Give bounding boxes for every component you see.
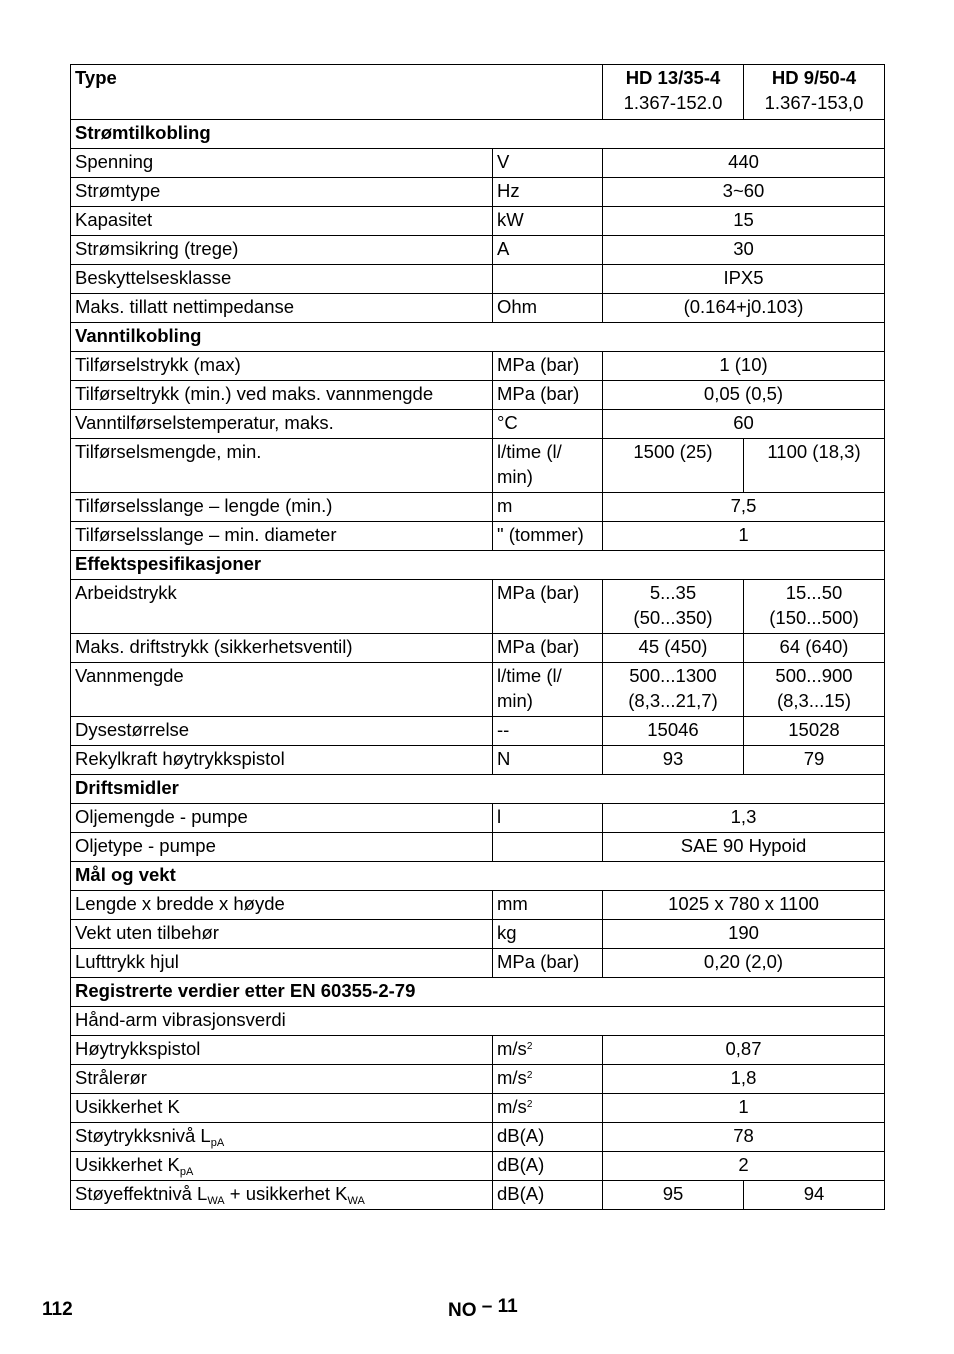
row-label: Lufttrykk hjul <box>71 949 493 978</box>
row-unit <box>493 1065 603 1094</box>
row-value-model2: 15028 <box>744 717 885 746</box>
row-value: 1 <box>603 1094 885 1123</box>
table-row <box>71 746 885 775</box>
table-row <box>71 410 885 439</box>
section-title: Effektspesifikasjoner <box>71 551 885 580</box>
row-value: 440 <box>603 149 885 178</box>
unit-superscript: 2 <box>526 1070 533 1081</box>
section-title: Registrerte verdier etter EN 60355-2-79 <box>71 978 885 1007</box>
table-row <box>71 1094 885 1123</box>
table-row <box>71 580 885 634</box>
row-label: Dysestørrelse <box>71 717 493 746</box>
row-value: 1,3 <box>603 804 885 833</box>
section-title: Vanntilkobling <box>71 323 885 352</box>
table-row <box>71 352 885 381</box>
section-title: Mål og vekt <box>71 862 885 891</box>
table-row <box>71 804 885 833</box>
row-label <box>71 1152 493 1181</box>
row-unit: N <box>493 746 603 775</box>
row-unit: MPa (bar) <box>493 352 603 381</box>
row-label: Tilførselsslange – lengde (min.) <box>71 493 493 522</box>
model2-code: 1.367-153,0 <box>764 92 864 113</box>
row-value-model1: 15046 <box>603 717 744 746</box>
section-code: NO <box>448 1300 477 1321</box>
table-row <box>71 1123 885 1152</box>
value-line: (8,3...15) <box>776 690 852 711</box>
label-text: Støyeffektnivå L <box>75 1183 208 1204</box>
table-row <box>71 236 885 265</box>
section-page: – 11 <box>481 1296 518 1317</box>
unit-line: min) <box>497 466 533 487</box>
row-value: 15 <box>603 207 885 236</box>
row-label: Tilførselstrykk (max) <box>71 352 493 381</box>
label-text: + usikkerhet K <box>224 1183 348 1204</box>
row-value-model2: 64 (640) <box>744 634 885 663</box>
row-value-model2: 79 <box>744 746 885 775</box>
row-unit: m <box>493 493 603 522</box>
row-value-model1 <box>603 663 744 717</box>
row-unit <box>493 1094 603 1123</box>
row-value: 1 <box>603 522 885 551</box>
row-label: Strømsikring (trege) <box>71 236 493 265</box>
row-label: Maks. tillatt nettimpedanse <box>71 294 493 323</box>
type-header: Type <box>71 65 603 120</box>
row-value: 30 <box>603 236 885 265</box>
row-label: Tilførseltrykk (min.) ved maks. vannmengde <box>71 381 493 410</box>
row-unit: A <box>493 236 603 265</box>
row-value: 78 <box>603 1123 885 1152</box>
row-unit <box>493 663 603 717</box>
table-row <box>71 920 885 949</box>
unit-line: min) <box>497 690 533 711</box>
table-row <box>71 178 885 207</box>
row-label: Tilførselsmengde, min. <box>71 439 493 493</box>
row-label: Strålerør <box>71 1065 493 1094</box>
model2-name: HD 9/50-4 <box>771 67 857 88</box>
row-value-model1: 93 <box>603 746 744 775</box>
row-value: 1 (10) <box>603 352 885 381</box>
row-unit <box>493 833 603 862</box>
row-value-model1: 1500 (25) <box>603 439 744 493</box>
table-row <box>71 149 885 178</box>
unit-text: m/s <box>497 1096 527 1117</box>
row-label: Kapasitet <box>71 207 493 236</box>
row-unit: MPa (bar) <box>493 634 603 663</box>
table-row <box>71 381 885 410</box>
table-row <box>71 522 885 551</box>
value-line: (150...500) <box>769 607 859 628</box>
model1-code: 1.367-152.0 <box>623 92 723 113</box>
row-unit <box>493 1036 603 1065</box>
table-row <box>71 634 885 663</box>
row-unit: MPa (bar) <box>493 949 603 978</box>
row-label: Oljetype - pumpe <box>71 833 493 862</box>
label-subscript: pA <box>210 1137 225 1149</box>
section-row <box>71 978 885 1007</box>
table-row <box>71 1007 885 1036</box>
row-value: 60 <box>603 410 885 439</box>
row-value-model1: 95 <box>603 1181 744 1210</box>
unit-superscript: 2 <box>526 1041 533 1052</box>
unit-superscript: 2 <box>526 1099 533 1110</box>
row-value-model2: 94 <box>744 1181 885 1210</box>
model1-header <box>603 65 744 120</box>
section-page-label <box>448 1298 518 1320</box>
label-subscript: WA <box>207 1195 225 1207</box>
row-label: Vanntilførselstemperatur, maks. <box>71 410 493 439</box>
row-label: Beskyttelsesklasse <box>71 265 493 294</box>
page-number: 112 <box>42 1299 73 1320</box>
unit-text: m/s <box>497 1038 527 1059</box>
row-unit: kW <box>493 207 603 236</box>
row-unit: dB(A) <box>493 1152 603 1181</box>
value-line: 500...1300 <box>629 665 717 686</box>
row-label: Tilførselsslange – min. diameter <box>71 522 493 551</box>
row-unit <box>493 439 603 493</box>
row-value: SAE 90 Hypoid <box>603 833 885 862</box>
label-subscript: WA <box>347 1195 365 1207</box>
table-row <box>71 717 885 746</box>
row-label: Rekylkraft høytrykkspistol <box>71 746 493 775</box>
unit-text: m/s <box>497 1067 527 1088</box>
row-value: 190 <box>603 920 885 949</box>
table-row <box>71 891 885 920</box>
row-value: 1025 x 780 x 1100 <box>603 891 885 920</box>
table-row <box>71 439 885 493</box>
row-unit: kg <box>493 920 603 949</box>
row-value-model1: 45 (450) <box>603 634 744 663</box>
value-line: (8,3...21,7) <box>628 690 718 711</box>
row-value-model1 <box>603 580 744 634</box>
row-value-model2 <box>744 580 885 634</box>
row-value: 2 <box>603 1152 885 1181</box>
row-value-model2: 1100 (18,3) <box>744 439 885 493</box>
row-unit: Ohm <box>493 294 603 323</box>
section-row <box>71 120 885 149</box>
row-unit: V <box>493 149 603 178</box>
label-text: Usikkerhet K <box>75 1154 180 1175</box>
table-row <box>71 949 885 978</box>
row-label: Vannmengde <box>71 663 493 717</box>
row-label: Strømtype <box>71 178 493 207</box>
row-label: Maks. driftstrykk (sikkerhetsventil) <box>71 634 493 663</box>
row-label <box>71 1123 493 1152</box>
row-label: Hånd-arm vibrasjonsverdi <box>71 1007 885 1036</box>
label-text: Støytrykksnivå L <box>75 1125 211 1146</box>
row-label: Oljemengde - pumpe <box>71 804 493 833</box>
section-row <box>71 551 885 580</box>
row-value: 1,8 <box>603 1065 885 1094</box>
table-row <box>71 493 885 522</box>
row-unit: dB(A) <box>493 1181 603 1210</box>
row-label: Spenning <box>71 149 493 178</box>
table-row <box>71 265 885 294</box>
row-unit: Hz <box>493 178 603 207</box>
table-row <box>71 294 885 323</box>
row-value-model2 <box>744 663 885 717</box>
technical-data-table <box>70 64 885 1210</box>
table-row <box>71 663 885 717</box>
row-value: 7,5 <box>603 493 885 522</box>
row-value: 0,20 (2,0) <box>603 949 885 978</box>
row-value: (0.164+j0.103) <box>603 294 885 323</box>
model2-header <box>744 65 885 120</box>
row-unit: l <box>493 804 603 833</box>
row-value: 0,87 <box>603 1036 885 1065</box>
table-header-row <box>71 65 885 120</box>
section-title: Driftsmidler <box>71 775 885 804</box>
row-label <box>71 1181 493 1210</box>
row-unit: dB(A) <box>493 1123 603 1152</box>
row-label: Vekt uten tilbehør <box>71 920 493 949</box>
row-unit: mm <box>493 891 603 920</box>
row-label: Høytrykkspistol <box>71 1036 493 1065</box>
table-row <box>71 1036 885 1065</box>
row-label: Lengde x bredde x høyde <box>71 891 493 920</box>
section-row <box>71 323 885 352</box>
row-unit <box>493 265 603 294</box>
row-unit: MPa (bar) <box>493 580 603 634</box>
row-unit: -- <box>493 717 603 746</box>
unit-line: l/time (l/ <box>497 665 562 686</box>
row-unit: " (tommer) <box>493 522 603 551</box>
section-title: Strømtilkobling <box>71 120 885 149</box>
value-line: 500...900 <box>775 665 853 686</box>
table-row <box>71 833 885 862</box>
label-subscript: pA <box>179 1166 194 1178</box>
row-label: Usikkerhet K <box>71 1094 493 1123</box>
row-value: 0,05 (0,5) <box>603 381 885 410</box>
row-unit: °C <box>493 410 603 439</box>
model1-name: HD 13/35-4 <box>625 67 721 88</box>
value-line: 5...35 <box>649 582 697 603</box>
row-label: Arbeidstrykk <box>71 580 493 634</box>
table-row <box>71 1152 885 1181</box>
table-row <box>71 207 885 236</box>
row-unit: MPa (bar) <box>493 381 603 410</box>
value-line: (50...350) <box>633 607 713 628</box>
table-row <box>71 1065 885 1094</box>
unit-line: l/time (l/ <box>497 441 562 462</box>
section-row <box>71 862 885 891</box>
table-row <box>71 1181 885 1210</box>
row-value: 3~60 <box>603 178 885 207</box>
section-row <box>71 775 885 804</box>
value-line: 15...50 <box>785 582 843 603</box>
row-value: IPX5 <box>603 265 885 294</box>
